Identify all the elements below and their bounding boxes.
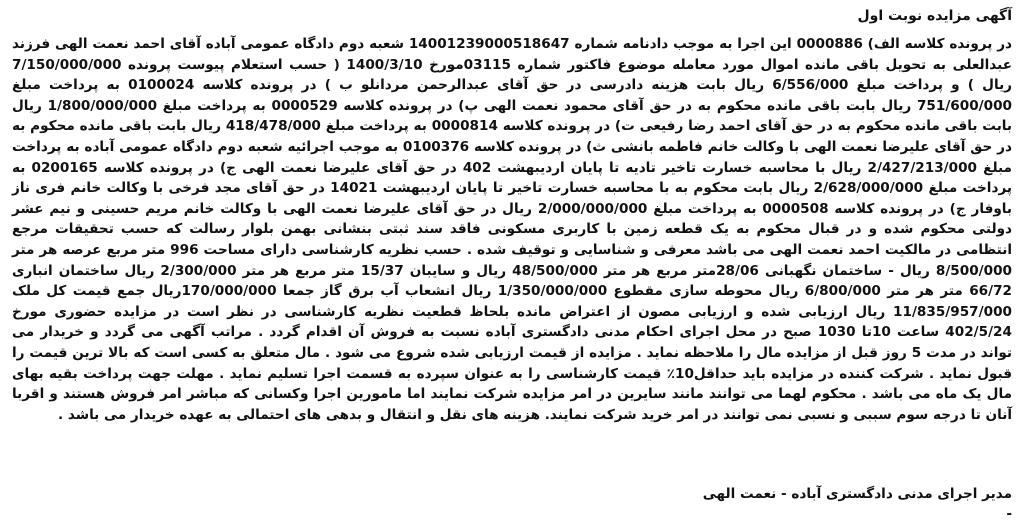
notice-footer <box>12 484 1012 524</box>
signature-line-dash: - <box>1006 506 1012 522</box>
signature-line: مدیر اجرای مدنی دادگستری آباده - نعمت الهی <box>702 486 1012 502</box>
notice-title: آگهی مزایده نوبت اول <box>857 8 1012 24</box>
notice-body: در پرونده کلاسه الف) 0000886 این اجرا به موجب دادنامه شماره 14001239000518647 شعبه دوم دادگاه عمومی آباده آقای احمد نعمت الهی فرزند عبدالعلی به تحویل باقی مانده اموال مورد معامله موضوع فاکتور شماره 03115مورخ 1400/3/10 ( حسب استعلام پیوست پرونده 7/150/000/000 ریال ) و پرداخت مبلغ 6/556/000 ریال بابت هزینه دادرسی در حق آقای عبدالرحمن مردانلو ب ) در پرونده کلاسه 0100024 به پرداخت مبلغ 751/600/000 ریال بابت باقی مانده محکوم به در حق آقای محمود نعمت الهی پ) در پرونده کلاسه 0000529 به پرداخت مبلغ 1/800/000/000 ریال بابت باقی مانده محکوم به در حق آقای احمد رضا رفیعی ت) در پرونده کلاسه 0000814 به پرداخت مبلغ 418/478/000 ریال بابت باقی مانده محکوم به در حق آقای علیرضا نعمت الهی با وکالت خانم فاطمه بانشی ث) در پرونده کلاسه 0100376 به موجب اجرائیه شعبه دوم دادگاه عمومی آباده به پرداخت مبلغ 2/427/213/000 ریال با محاسبه خسارت تاخیر تادیه تا پایان اردیبهشت 402 در حق آقای علیرضا نعمت الهی ج) در پرونده کلاسه 0200165 به پرداخت مبلغ 2/628/000/000 ریال بابت محکوم به با محاسبه خسارت تاخیر تا پایان اردیبهشت 14021 در حق آقای مجد فرخی با وکالت خانم فری ناز باوفار ج) در پرونده کلاسه 0000508 به پرداخت مبلغ 2/000/000/000 ریال در حق آقای علیرضا نعمت الهی با وکالت خانم مریم حسینی و نیم عشر دولتی محکوم شده و در قبال محکوم به یک قطعه زمین با کاربری مسکونی فاقد سند ثبتی بنشانی بهمن بلوار رسالت که حسب تحقیقات مرجع انتظامی در مالکیت احمد نعمت الهی می باشد معرفی و شناسایی و توقیف شده . حسب نظریه کارشناسی دارای مساحت 996 متر مربع عرصه هر متر 8/500/000 ریال - ساختمان نگهبانی 28/06متر مربع هر متر 48/500/000 ریال و سایبان 15/37 متر مربع هر متر 2/300/000 ریال ساختمان انباری 66/72 متر هر متر 6/800/000 ریال محوطه سازی مقطوع 1/350/000/000 ریال انشعاب آب برق گاز جمعا 170/000/000ریال جمع قیمت کل ملک 11/835/957/000 ریال ارزیابی شده و ارزیابی مصون از اعتراض مانده بلحاظ قطعیت نظریه کارشناسی در نظر است در مزایده حضوری مورخ 402/5/24 ساعت 10تا 1030 صبح در محل اجرای احکام مدنی دادگستری آباده نسبت به فروش آن اقدام گردد . مراتب آگهی می گردد و خریدار می تواند در مدت 5 روز قبل از مزایده مال را ملاحظه نماید . مزایده از قیمت ارزیابی شده شروع می شود . مال متعلق به کسی است که بالا ترین قیمت را قبول نماید . شرکت کننده در مزایده باید حداقل10٪ قیمت کارشناسی را به عنوان سپرده به قسمت اجرا تسلیم نماید . مهلت جهت پرداخت بقیه بهای مال یک ماه می باشد . محکوم لهما می توانند مانند سایرین در امر مزایده شرکت نمایند اما مامورین اجرا وکسانی که مباشر امر فروش هستند و اقربا آنان تا درجه سوم سببی و نسبی نمی توانند در امر خرید شرکت نمایند. هزینه های نقل و انتقال و بدهی های احتمالی به عهده خریدار می باشد . <box>12 36 1013 423</box>
